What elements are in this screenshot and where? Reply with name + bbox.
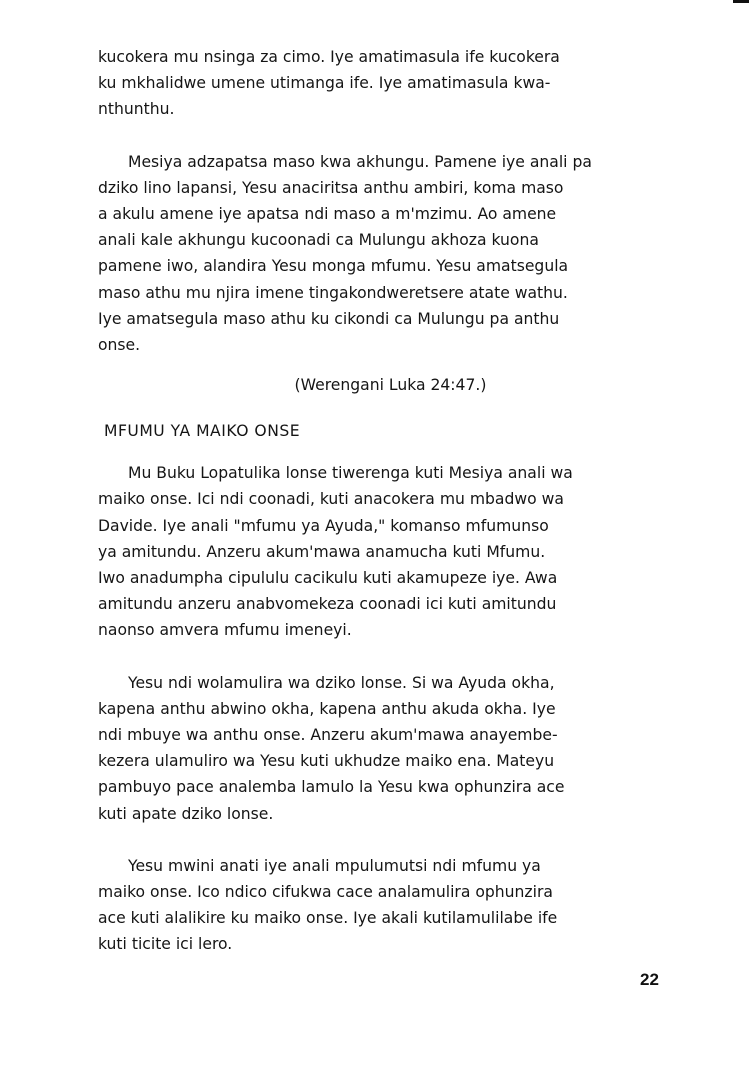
text-line: kuti ticite ici lero.: [98, 935, 233, 954]
text-line: kapena anthu abwino okha, kapena anthu akuda okha. Iye: [98, 699, 556, 718]
paragraph-2: [98, 149, 653, 359]
text-line: kucokera mu nsinga za cimo. Iye amatimasula ife kucokera: [98, 48, 560, 66]
text-line: amitundu anzeru anabvomekeza coonadi ici kuti amitundu: [98, 595, 557, 614]
text-line: naonso amvera mfumu imeneyi.: [98, 621, 352, 640]
text-line: pambuyo pace analemba lamulo la Yesu kwa ophunzira ace: [98, 778, 565, 797]
paragraph-3: [98, 460, 653, 643]
text-line: maso athu mu njira imene tingakondweretsere atate wathu.: [98, 283, 568, 302]
paragraph-5: [98, 853, 653, 958]
text-line: Iye amatsegula maso athu ku cikondi ca Mulungu pa anthu: [98, 309, 560, 328]
text-line: maiko onse. Ico ndico cifukwa cace analamulira ophunzira: [98, 883, 553, 902]
section-heading: MFUMU YA MAIKO ONSE: [104, 422, 301, 441]
text-line: Iwo anadumpha cipululu cacikulu kuti akamupeze iye. Awa: [98, 569, 558, 588]
text-line: Yesu ndi wolamulira wa dziko lonse. Si wa Ayuda okha,: [128, 673, 555, 692]
paragraph-1: [98, 44, 653, 123]
scripture-reference: (Werengani Luka 24:47.): [294, 376, 487, 395]
text-line: kuti apate dziko lonse.: [98, 804, 274, 823]
text-line: ya amitundu. Anzeru akum'mawa anamucha kuti Mfumu.: [98, 542, 546, 561]
page-edge-mark: [733, 0, 749, 3]
paragraph-4: [98, 670, 653, 827]
text-line: kezera ulamuliro wa Yesu kuti ukhudze maiko ena. Mateyu: [98, 752, 555, 771]
text-line: pamene iwo, alandira Yesu monga mfumu. Yesu amatsegula: [98, 257, 569, 276]
text-line: dziko lino lapansi, Yesu anaciritsa anthu ambiri, koma maso: [98, 178, 564, 197]
book-page: [98, 44, 653, 958]
text-line: Yesu mwini anati iye anali mpulumutsi ndi mfumu ya: [128, 856, 541, 875]
text-line: ace kuti alalikire ku maiko onse. Iye akali kutilamulilabe ife: [98, 909, 558, 928]
text-line: maiko onse. Ici ndi coonadi, kuti anacokera mu mbadwo wa: [98, 490, 564, 509]
text-line: ndi mbuye wa anthu onse. Anzeru akum'mawa anayembe-: [98, 726, 558, 745]
text-line: ku mkhalidwe umene utimanga ife. Iye amatimasula kwa-: [98, 74, 551, 93]
text-line: Davide. Iye anali "mfumu ya Ayuda," komanso mfumunso: [98, 516, 549, 535]
text-line: a akulu amene iye apatsa ndi maso a m'mzimu. Ao amene: [98, 205, 557, 224]
text-line: onse.: [98, 336, 141, 355]
text-line: nthunthu.: [98, 100, 175, 119]
text-line: Mu Buku Lopatulika lonse tiwerenga kuti Mesiya anali wa: [128, 464, 573, 483]
text-line: anali kale akhungu kucoonadi ca Mulungu akhoza kuona: [98, 231, 539, 250]
page-number: 22: [640, 970, 659, 989]
text-line: Mesiya adzapatsa maso kwa akhungu. Pamene iye anali pa: [128, 152, 592, 171]
